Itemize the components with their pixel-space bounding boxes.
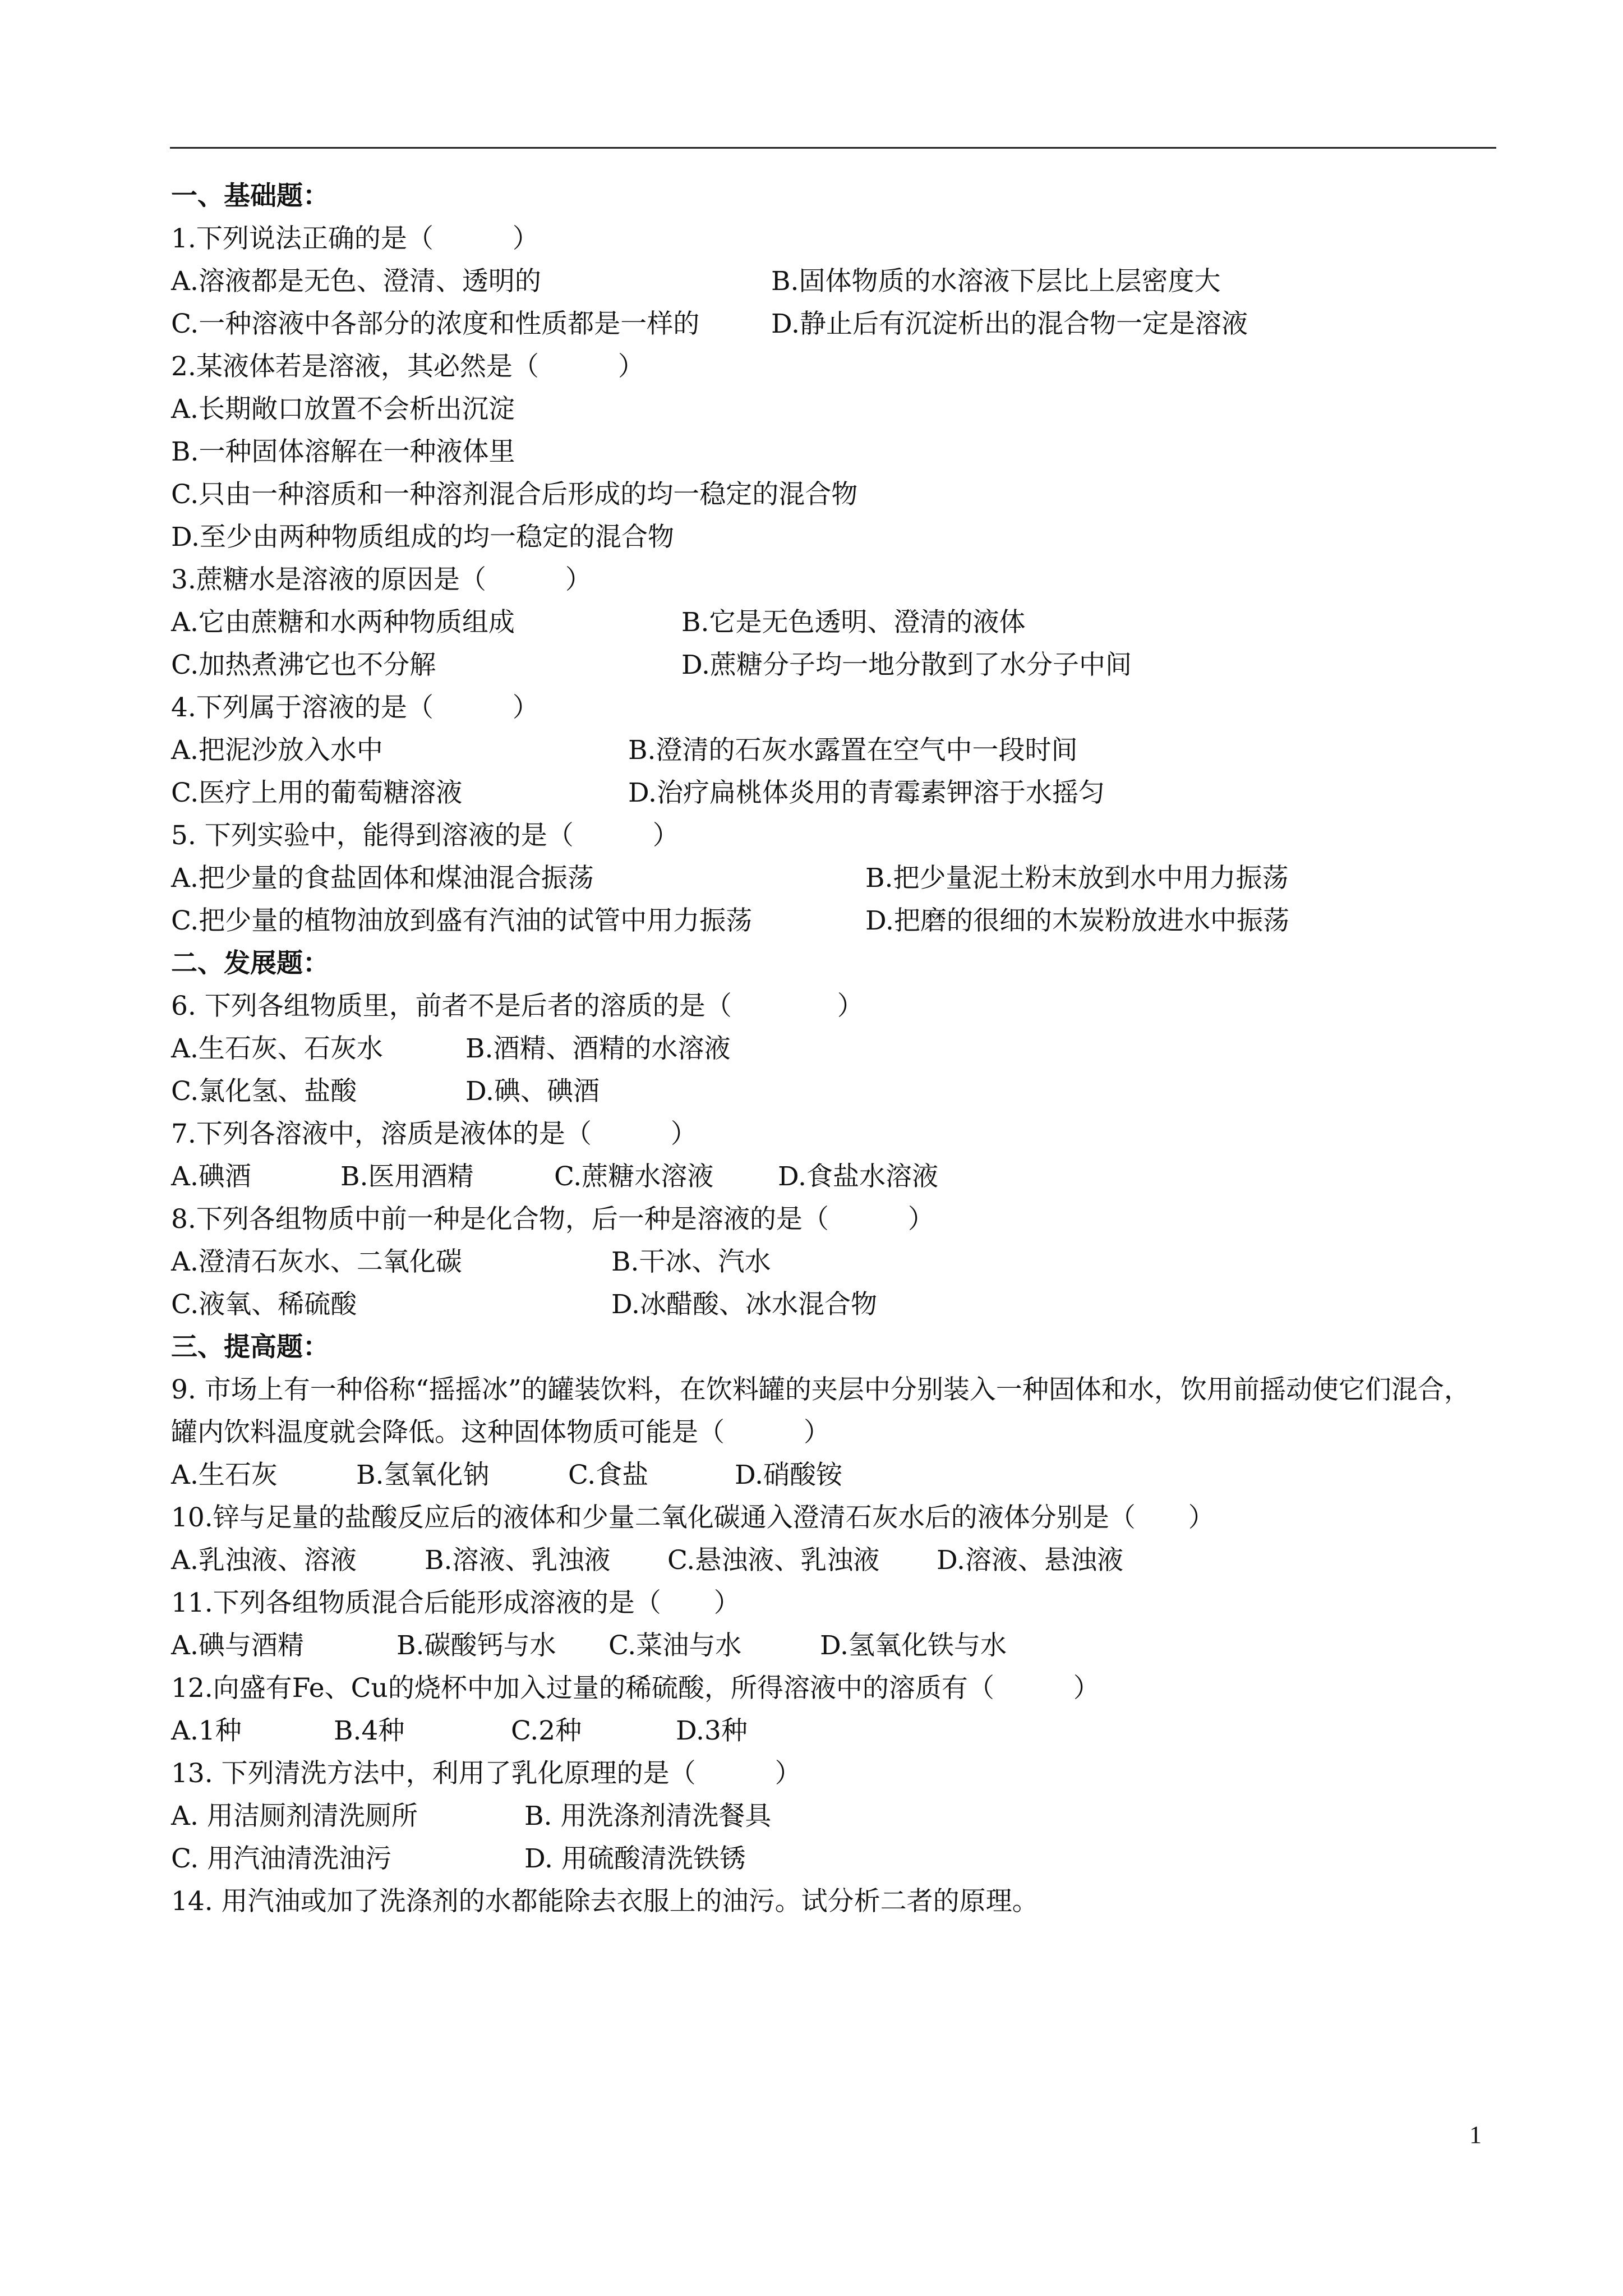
option: B.酒精、酒精的水溶液 — [465, 1033, 731, 1064]
option: B.固体物质的水溶液下层比上层密度大 — [771, 266, 1221, 297]
question-text: 6. 下列各组物质里，前者不是后者的溶质的是（ ） — [171, 991, 864, 1022]
option: C.蔗糖水溶液 — [554, 1161, 714, 1192]
option: A.把少量的食盐固体和煤油混合振荡 — [171, 863, 594, 894]
question-text: 11.下列各组物质混合后能形成溶液的是（ ） — [171, 1588, 740, 1618]
question-text: 3.蔗糖水是溶液的原因是（ ） — [171, 564, 592, 595]
option-row — [171, 1241, 1500, 1283]
option: A.生石灰 — [171, 1460, 278, 1490]
option-row — [171, 1539, 1500, 1582]
option: A.乳浊液、溶液 — [171, 1545, 357, 1576]
option: D.碘、碘酒 — [465, 1076, 600, 1107]
option: D.把磨的很细的木炭粉放进水中振荡 — [865, 905, 1289, 936]
option: C.悬浊液、乳浊液 — [667, 1545, 880, 1576]
option-row — [171, 857, 1500, 900]
option: B.干冰、汽水 — [611, 1246, 771, 1277]
question-text: 8.下列各组物质中前一种是化合物，后一种是溶液的是（ ） — [171, 1204, 934, 1235]
option: B.一种固体溶解在一种液体里 — [171, 436, 515, 467]
option-row — [171, 1028, 1500, 1070]
option: A.澄清石灰水、二氧化碳 — [171, 1246, 462, 1277]
option: D. 用硫酸清洗铁锈 — [524, 1843, 746, 1874]
option: A.把泥沙放入水中 — [171, 735, 383, 766]
option-row — [171, 1710, 1500, 1752]
option: D.食盐水溶液 — [778, 1161, 938, 1192]
option: A.它由蔗糖和水两种物质组成 — [171, 607, 515, 638]
question-text: 14. 用汽油或加了洗涤剂的水都能除去衣服上的油污。试分析二者的原理。 — [171, 1886, 1039, 1917]
option: A.生石灰、石灰水 — [171, 1033, 383, 1064]
option: A.碘与酒精 — [171, 1630, 304, 1661]
option-row — [171, 1838, 1500, 1880]
option: A.1种 — [171, 1715, 242, 1746]
option: D.蔗糖分子均一地分散到了水分子中间 — [681, 650, 1132, 680]
option: B. 用洗涤剂清洗餐具 — [524, 1801, 772, 1832]
option: D.至少由两种物质组成的均一稳定的混合物 — [171, 522, 674, 553]
option-row — [171, 1625, 1500, 1667]
option-row — [171, 900, 1500, 942]
option-row — [171, 644, 1500, 687]
option: A.长期敞口放置不会析出沉淀 — [171, 394, 515, 425]
option: D.静止后有沉淀析出的混合物一定是溶液 — [771, 309, 1248, 339]
option-row — [171, 729, 1500, 772]
question-text: 7.下列各溶液中，溶质是液体的是（ ） — [171, 1119, 697, 1149]
option-row — [171, 1454, 1500, 1497]
option: C.把少量的植物油放到盛有汽油的试管中用力振荡 — [171, 905, 753, 936]
option: D.3种 — [676, 1715, 748, 1746]
option: C.医疗上用的葡萄糖溶液 — [171, 777, 463, 808]
option: D.氢氧化铁与水 — [820, 1630, 1007, 1661]
option: B.它是无色透明、澄清的液体 — [681, 607, 1026, 638]
option: B.氢氧化钠 — [356, 1460, 490, 1490]
header-rule — [170, 147, 1496, 149]
option: C.只由一种溶质和一种溶剂混合后形成的均一稳定的混合物 — [171, 479, 858, 510]
option-row — [171, 303, 1500, 346]
option: C.菜油与水 — [608, 1630, 742, 1661]
question-list — [171, 175, 1500, 1923]
option: B.4种 — [334, 1715, 405, 1746]
question-text: 9. 市场上有一种俗称“摇摇冰”的罐装饮料，在饮料罐的夹层中分别装入一种固体和水，饮用前摇动使它们混合，罐内饮料温度就会降低。这种固体物质可能是（ ） — [171, 1374, 1470, 1448]
option: B.医用酒精 — [340, 1161, 474, 1192]
option: D.硝酸铵 — [735, 1460, 842, 1490]
option: B.把少量泥土粉末放到水中用力振荡 — [865, 863, 1289, 894]
section-heading: 三、提高题： — [171, 1332, 329, 1363]
option: D.溶液、悬浊液 — [937, 1545, 1123, 1576]
section-heading: 二、发展题： — [171, 948, 329, 979]
question-text: 1.下列说法正确的是（ ） — [171, 223, 539, 254]
option: A.溶液都是无色、澄清、透明的 — [171, 266, 541, 297]
option-row — [171, 260, 1500, 303]
question-text: 2.某液体若是溶液，其必然是（ ） — [171, 351, 644, 382]
question-text: 4.下列属于溶液的是（ ） — [171, 692, 539, 723]
question-text: 5. 下列实验中，能得到溶液的是（ ） — [171, 820, 679, 851]
option-row — [171, 772, 1500, 815]
option: D.冰醋酸、冰水混合物 — [611, 1289, 877, 1320]
option: C.2种 — [511, 1715, 582, 1746]
question-text: 10.锌与足量的盐酸反应后的液体和少量二氧化碳通入澄清石灰水后的液体分别是（ ） — [171, 1502, 1215, 1533]
option: B.溶液、乳浊液 — [425, 1545, 611, 1576]
option: C. 用汽油清洗油污 — [171, 1843, 392, 1874]
option-row — [171, 1156, 1500, 1198]
option-row — [171, 601, 1500, 644]
option: B.澄清的石灰水露置在空气中一段时间 — [628, 735, 1078, 766]
option: A.碘酒 — [171, 1161, 251, 1192]
option: D.治疗扁桃体炎用的青霉素钾溶于水摇匀 — [628, 777, 1105, 808]
option-row — [171, 1283, 1500, 1326]
question-text: 13. 下列清洗方法中，利用了乳化原理的是（ ） — [171, 1758, 801, 1789]
option: C.食盐 — [568, 1460, 649, 1490]
option: A. 用洁厕剂清洗厕所 — [171, 1801, 418, 1832]
option-row — [171, 1070, 1500, 1113]
page-number: 1 — [1469, 2121, 1482, 2148]
option: B.碳酸钙与水 — [396, 1630, 556, 1661]
option-row — [171, 1795, 1500, 1838]
option: C.液氧、稀硫酸 — [171, 1289, 357, 1320]
option: C.氯化氢、盐酸 — [171, 1076, 357, 1107]
question-text: 12.向盛有Fe、Cu的烧杯中加入过量的稀硫酸，所得溶液中的溶质有（ ） — [171, 1673, 1100, 1704]
option: C.加热煮沸它也不分解 — [171, 650, 436, 680]
option: C.一种溶液中各部分的浓度和性质都是一样的 — [171, 309, 700, 339]
section-heading: 一、基础题： — [171, 181, 329, 211]
